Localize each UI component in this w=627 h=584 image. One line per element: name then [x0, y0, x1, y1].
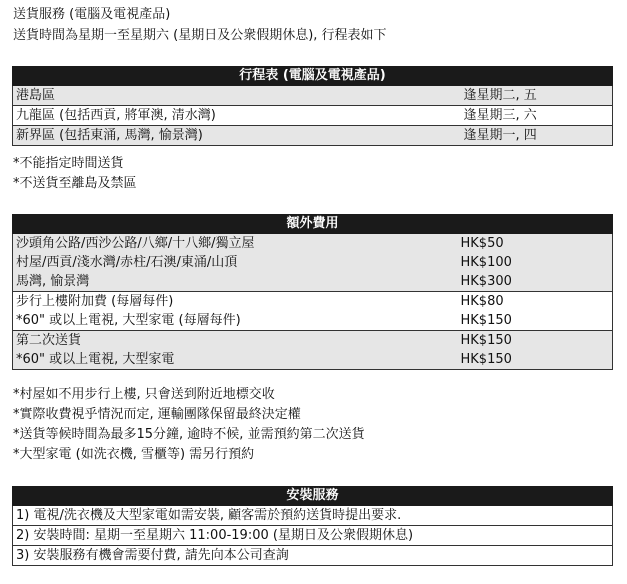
note: *實際收費視乎情況而定, 運輸團隊保留最終決定權 — [13, 407, 301, 422]
table-row — [13, 234, 613, 254]
fee-item: 村屋/西貢/淺水灣/赤柱/石澳/東涌/山頂 — [13, 253, 458, 272]
note: *村屋如不用步行上樓, 只會送到附近地標交收 — [13, 387, 275, 402]
table-row — [13, 331, 613, 351]
note: *不能指定時間送貨 — [13, 156, 124, 171]
schedule-title: 行程表 (電腦及電視產品) — [13, 67, 613, 86]
extra-fees-table — [12, 214, 613, 370]
fee-amount: HK$150 — [458, 311, 613, 331]
fee-amount: HK$50 — [458, 234, 613, 254]
table-row — [13, 526, 613, 546]
table-row — [13, 311, 613, 331]
extra-fees-title: 額外費用 — [13, 215, 613, 234]
intro-line-1: 送貨服務 (電腦及電視產品) — [13, 7, 171, 22]
fee-item: 步行上樓附加費 (每層每件) — [13, 292, 458, 312]
intro-line-2: 送貨時間為星期一至星期六 (星期日及公衆假期休息), 行程表如下 — [13, 28, 387, 43]
fee-amount: HK$80 — [458, 292, 613, 312]
schedule-notes — [13, 154, 137, 194]
schedule-area: 九龍區 (包括西貢, 將軍澳, 清水灣) — [13, 106, 461, 126]
fee-item: 第二次送貨 — [13, 331, 458, 351]
fee-amount: HK$150 — [458, 350, 613, 370]
table-row — [13, 272, 613, 292]
installation-title: 安裝服務 — [13, 487, 613, 506]
fee-amount: HK$150 — [458, 331, 613, 351]
fee-item: 馬灣, 愉景灣 — [13, 272, 458, 292]
fee-item: *60" 或以上電視, 大型家電 — [13, 350, 458, 370]
note: *大型家電 (如洗衣機, 雪櫃等) 需另行預約 — [13, 447, 255, 462]
installation-item: 1) 電視/洗衣機及大型家電如需安裝, 顧客需於預約送貨時提出要求. — [13, 506, 613, 526]
schedule-area: 港島區 — [13, 86, 461, 106]
fee-item: *60" 或以上電視, 大型家電 (每層每件) — [13, 311, 458, 331]
note: *不送貨至離島及禁區 — [13, 176, 137, 191]
note: *送貨等候時間為最多15分鐘, 逾時不候, 並需預約第二次送貨 — [13, 427, 365, 442]
table-row — [13, 106, 613, 126]
schedule-days: 逢星期一, 四 — [461, 126, 613, 146]
installation-table — [12, 486, 613, 566]
schedule-table — [12, 66, 613, 146]
table-row — [13, 506, 613, 526]
table-row — [13, 126, 613, 146]
table-row — [13, 292, 613, 312]
schedule-area: 新界區 (包括東涌, 馬灣, 愉景灣) — [13, 126, 461, 146]
installation-item: 3) 安裝服務有機會需要付費, 請先向本公司查詢 — [13, 546, 613, 566]
fee-amount: HK$300 — [458, 272, 613, 292]
schedule-days: 逢星期三, 六 — [461, 106, 613, 126]
extra-fees-notes — [13, 385, 365, 465]
installation-item: 2) 安裝時間: 星期一至星期六 11:00-19:00 (星期日及公衆假期休息) — [13, 526, 613, 546]
fee-amount: HK$100 — [458, 253, 613, 272]
table-row — [13, 86, 613, 106]
schedule-days: 逢星期二, 五 — [461, 86, 613, 106]
table-row — [13, 350, 613, 370]
intro-text — [13, 4, 387, 46]
fee-item: 沙頭角公路/西沙公路/八鄉/十八鄉/獨立屋 — [13, 234, 458, 254]
table-row — [13, 253, 613, 272]
table-row — [13, 546, 613, 566]
